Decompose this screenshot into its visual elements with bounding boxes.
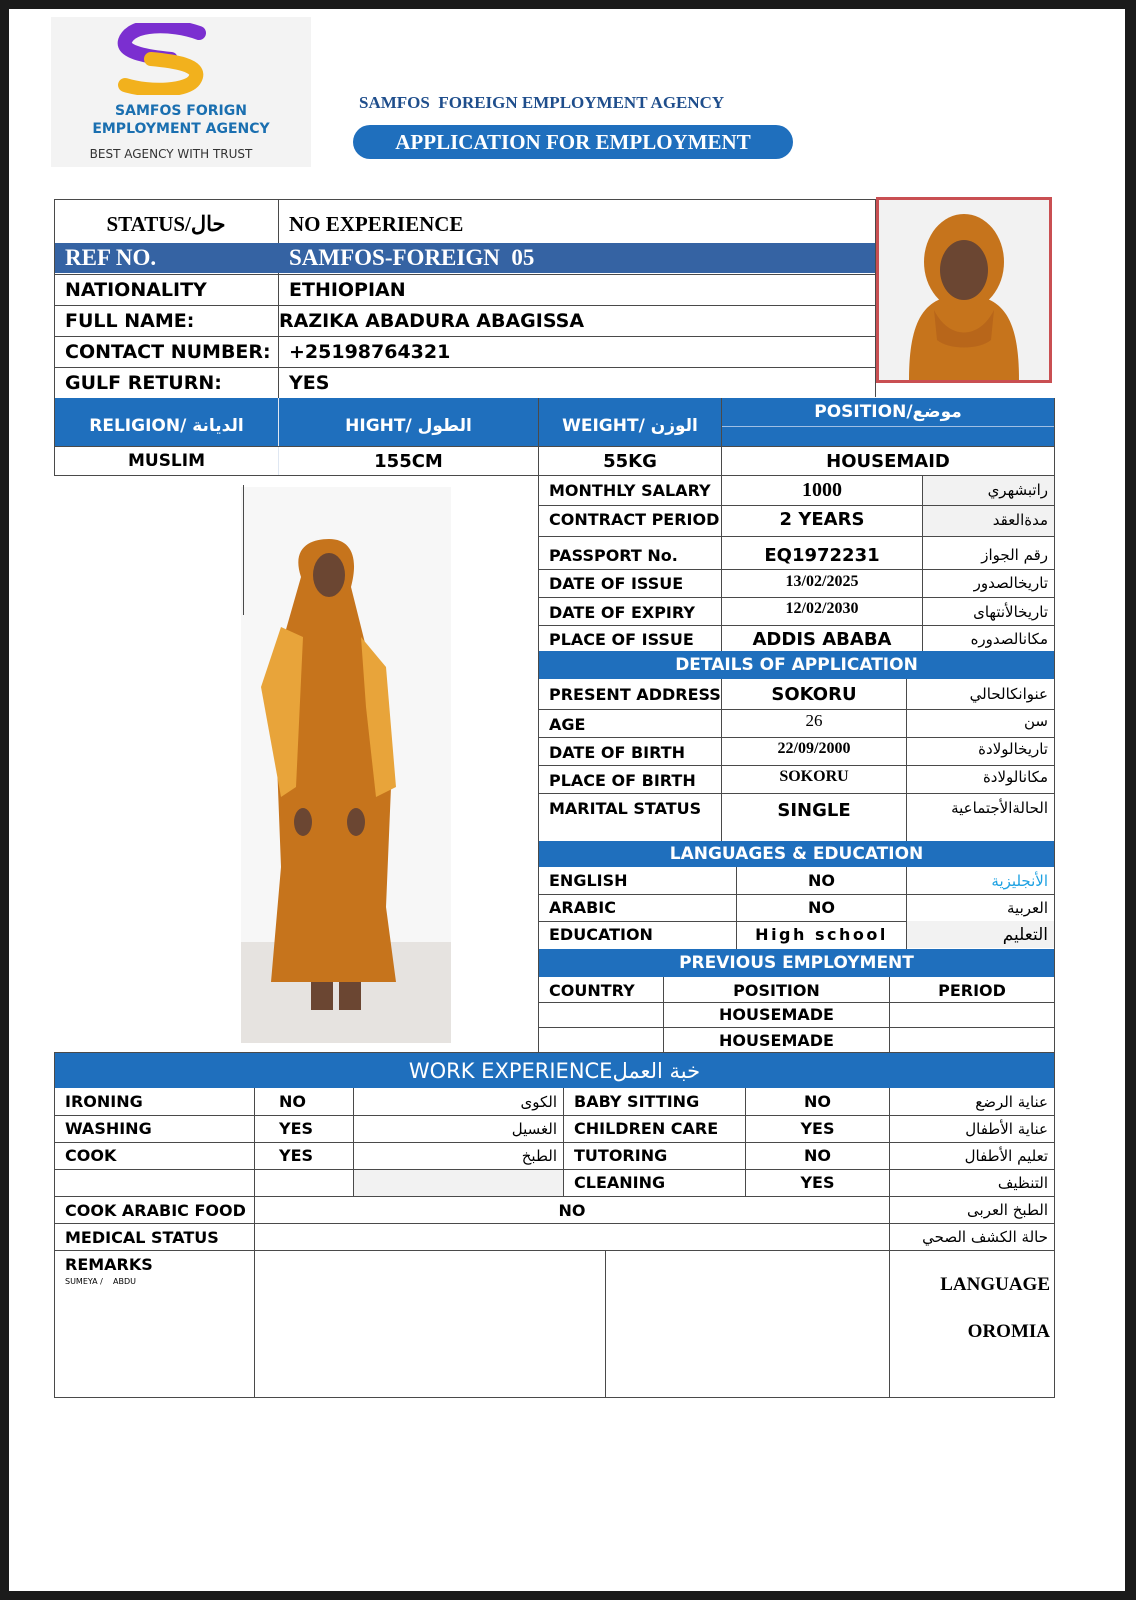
contract-value: 1000 (802, 478, 842, 501)
skill-label: TUTORING (574, 1146, 668, 1165)
work-right-skills (564, 1088, 1054, 1196)
form-title: APPLICATION FOR EMPLOYMENT (353, 125, 793, 159)
ref-value: SAMFOS-FOREIGN 05 (289, 245, 535, 270)
previous-employment-title: PREVIOUS EMPLOYMENT (539, 949, 1054, 977)
contact-value: +25198764321 (289, 341, 451, 363)
languages-title: LANGUAGES & EDUCATION (539, 841, 1054, 867)
details-value: SINGLE (777, 799, 851, 821)
details-arabic: مكانالولادة (982, 768, 1048, 786)
language-label: LANGUAGE (940, 1274, 1050, 1295)
details-label: AGE (549, 714, 586, 734)
previous-position: HOUSEMADE (719, 1005, 834, 1024)
contract-value: 2 YEARS (779, 509, 865, 530)
education-label: EDUCATION (549, 925, 653, 944)
details-arabic: تاريخالولادة (978, 740, 1048, 758)
work-experience-title: WORK EXPERIENCEخبة العمل (55, 1053, 1054, 1088)
position-header: POSITION/موضع (814, 402, 962, 422)
logo-name-line1: SAMFOS FORIGN (115, 103, 247, 119)
full-photo-image (241, 487, 451, 1043)
skill-arabic: الطبخ (521, 1146, 557, 1165)
contract-arabic: تاريخالصدور (973, 574, 1048, 592)
height-header: HIGHT/ الطول (345, 416, 472, 436)
contract-arabic: رقم الجواز (981, 546, 1048, 564)
details-arabic: عنوانكالحالي (969, 685, 1048, 703)
col-country: COUNTRY (549, 980, 635, 1000)
details-arabic: سن (1024, 712, 1048, 730)
language-arabic: الأنجليزية (991, 871, 1048, 890)
contract-arabic: تاريخالأنتهاى (973, 603, 1048, 621)
contract-value: ADDIS ABABA (752, 628, 892, 650)
remarks-label: REMARKS (65, 1255, 153, 1274)
religion-header: RELIGION/ الديانة (89, 416, 244, 436)
col-position: POSITION (733, 980, 820, 1000)
skill-arabic: تعليم الأطفال (964, 1146, 1048, 1165)
language-value: NO (808, 898, 835, 917)
applicant-full-photo (241, 487, 451, 1043)
details-label: MARITAL STATUS (549, 798, 702, 818)
skill-value: NO (804, 1146, 831, 1165)
skill-value: YES (800, 1119, 835, 1138)
details-label: PLACE OF BIRTH (549, 770, 696, 790)
contract-rows (539, 475, 1054, 651)
gulf-return-label: GULF RETURN: (65, 372, 222, 394)
contact-label: CONTACT NUMBER: (65, 341, 271, 363)
logo-tagline: BEST AGENCY WITH TRUST (89, 147, 253, 161)
details-rows (539, 679, 1054, 841)
previous-position: HOUSEMADE (719, 1031, 834, 1050)
skill-label: CHILDREN CARE (574, 1119, 719, 1138)
language-label: ARABIC (549, 898, 616, 917)
contract-label: PLACE OF ISSUE (549, 629, 694, 649)
skill-arabic: عناية الأطفال (965, 1119, 1048, 1138)
skill-value: YES (279, 1146, 314, 1165)
applicant-headshot (876, 197, 1052, 383)
contract-label: DATE OF ISSUE (549, 573, 684, 593)
previous-employment-table (539, 977, 1054, 1053)
contract-label: PASSPORT No. (549, 545, 678, 565)
contract-label: MONTHLY SALARY (549, 480, 711, 500)
logo-name-line2: EMPLOYMENT AGENCY (92, 121, 270, 137)
cook-arabic-food-label: COOK ARABIC FOOD (65, 1200, 246, 1220)
details-title: DETAILS OF APPLICATION (539, 651, 1054, 679)
details-label: DATE OF BIRTH (549, 742, 685, 762)
cook-arabic-food-value: NO (558, 1200, 586, 1220)
skill-label: COOK (65, 1146, 117, 1165)
nationality-label: NATIONALITY (65, 279, 207, 301)
skill-label: CLEANING (574, 1173, 666, 1192)
status-label: STATUS/حال (106, 211, 226, 236)
skill-value: YES (279, 1119, 314, 1138)
logo-s-mark (111, 23, 211, 95)
details-value: SOKORU (779, 768, 849, 785)
gulf-return-value: YES (289, 372, 330, 394)
medical-status-value (255, 1224, 889, 1250)
contract-arabic: راتبشهري (987, 481, 1048, 499)
skill-label: WASHING (65, 1119, 152, 1138)
language-value: OROMIA (967, 1321, 1050, 1342)
contract-arabic: مدةالعقد (992, 510, 1048, 529)
contract-label: DATE OF EXPIRY (549, 602, 695, 622)
ref-label: REF NO. (65, 245, 157, 270)
cook-arabic-food-arabic: الطبخ العربى (967, 1201, 1048, 1219)
religion-value: MUSLIM (127, 451, 206, 471)
skill-value: NO (279, 1092, 306, 1111)
agency-logo (51, 17, 311, 167)
weight-value: 55KG (603, 450, 657, 472)
language-value: NO (808, 871, 835, 890)
fullname-label: FULL NAME: (65, 310, 195, 332)
skill-arabic: عناية الرضع (975, 1092, 1048, 1111)
skill-value: YES (800, 1173, 835, 1192)
weight-header: WEIGHT/ الوزن (562, 416, 698, 436)
headshot-image (879, 200, 1049, 380)
skill-value: NO (804, 1092, 831, 1111)
skill-arabic: الكوى (520, 1092, 557, 1111)
contract-value: 13/02/2025 (785, 573, 859, 590)
details-value: SOKORU (771, 683, 857, 705)
education-arabic: التعليم (907, 921, 1054, 948)
details-arabic: الحالةالأجتماعية (951, 799, 1048, 817)
language-label: ENGLISH (549, 871, 628, 890)
nationality-value: ETHIOPIAN (289, 279, 406, 301)
medical-status-label: MEDICAL STATUS (65, 1227, 219, 1247)
details-value: 22/09/2000 (777, 740, 851, 757)
language-arabic: العربية (1007, 898, 1048, 917)
height-value: 155CM (374, 450, 443, 472)
col-period: PERIOD (938, 980, 1006, 1000)
fullname-value: RAZIKA ABADURA ABAGISSA (279, 310, 585, 332)
position-value: HOUSEMAID (826, 450, 950, 472)
education-value: High school (755, 925, 888, 944)
details-label: PRESENT ADDRESS (549, 684, 721, 704)
status-value: NO EXPERIENCE (289, 211, 464, 236)
skill-label: IRONING (65, 1092, 143, 1111)
application-form (9, 9, 1125, 1591)
details-value: 26 (805, 711, 823, 730)
remarks-note: SUMEYA / ABDU (65, 1277, 137, 1286)
skill-label: BABY SITTING (574, 1092, 700, 1111)
skill-arabic: الغسيل (511, 1119, 557, 1138)
agency-name: SAMFOS FOREIGN EMPLOYMENT AGENCY (359, 93, 725, 112)
languages-rows (539, 867, 1054, 949)
work-left-skills (55, 1088, 563, 1196)
contract-arabic: مكانالصدوره (970, 630, 1048, 648)
contract-value: 12/02/2030 (785, 600, 859, 617)
medical-status-arabic: حالة الكشف الصحي (922, 1228, 1048, 1246)
contract-label: CONTRACT PERIOD (549, 510, 720, 529)
contract-value: EQ1972231 (764, 544, 880, 566)
skill-arabic: التنظيف (997, 1173, 1048, 1192)
